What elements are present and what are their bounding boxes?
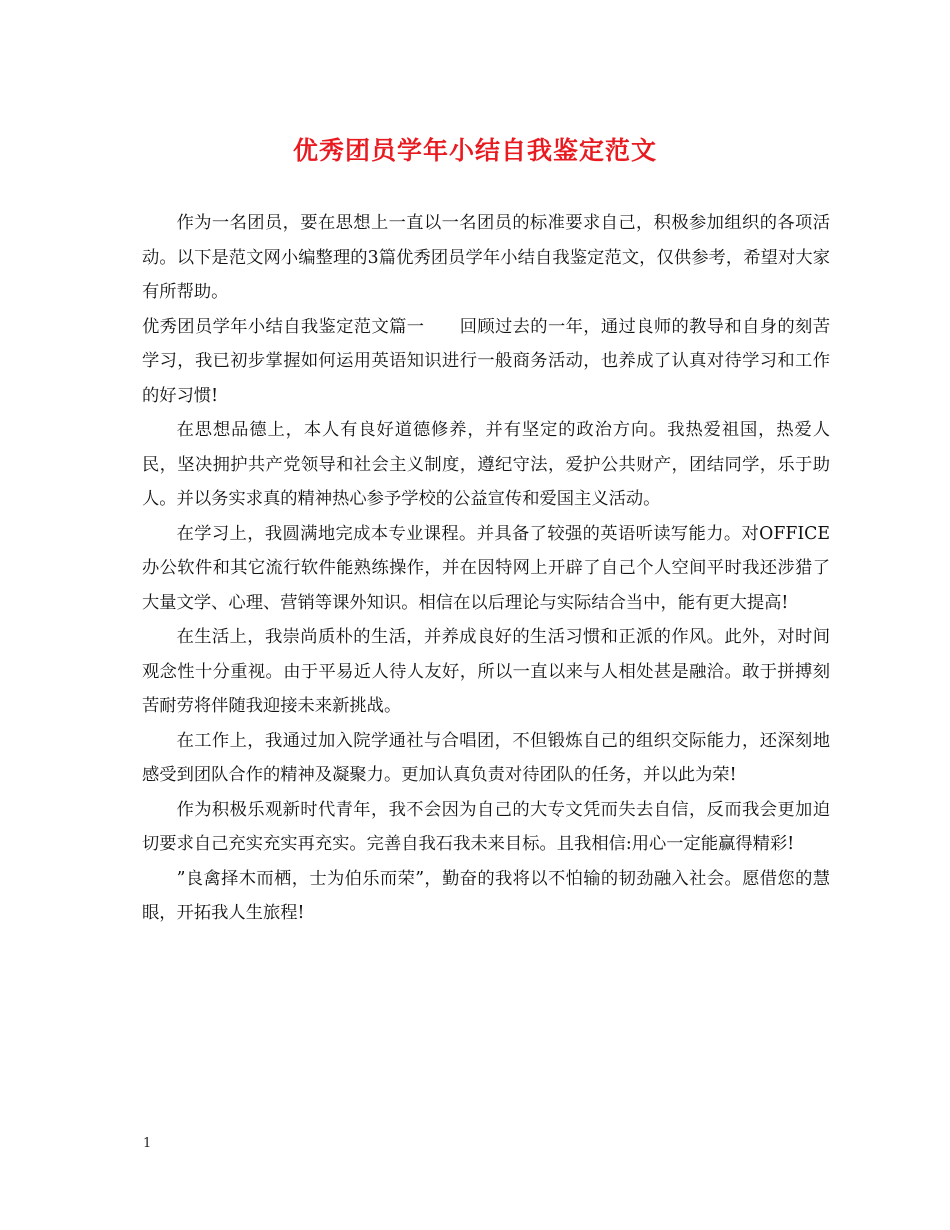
document-title: 优秀团员学年小结自我鉴定范文 (292, 136, 657, 165)
paragraph-study: 在学习上，我圆满地完成本专业课程。并具备了较强的英语听读写能力。对OFFICE办公软件和其它流行软件能熟练操作，并在因特网上开辟了自己个人空间平时我还涉猎了大量文学、心理、营销等课外知识。相信在以后理论与实际结合当中，能有更大提高! (142, 523, 830, 613)
paragraph-outlook: 作为积极乐观新时代青年，我不会因为自己的大专文凭而失去自信，反而我会更加迫切要求自己充实充实再充实。完善自我石我未来目标。且我相信:用心一定能赢得精彩! (142, 799, 830, 854)
paragraph-life: 在生活上，我崇尚质朴的生活，并养成良好的生活习惯和正派的作风。此外，对时间观念性十分重视。由于平易近人待人友好，所以一直以来与人相处甚是融洽。敢于拼搏刻苦耐劳将伴随我迎接未来新挑战。 (142, 627, 830, 716)
paragraph-morality: 在思想品德上，本人有良好道德修养，并有坚定的政治方向。我热爱祖国，热爱人民，坚决拥护共产党领导和社会主义制度，遵纪守法，爱护公共财产，团结同学，乐于助人。并以务实求真的精神热心参予学校的公益宣传和爱国主义活动。 (142, 420, 830, 509)
paragraph-intro: 作为一名团员，要在思想上一直以一名团员的标准要求自己，积极参加组织的各项活动。以下是范文网小编整理的3篇优秀团员学年小结自我鉴定范文，仅供参考，希望对大家有所帮助。 (142, 213, 830, 302)
paragraph-work: 在工作上，我通过加入院学通社与合唱团，不但锻炼自己的组织交际能力，还深刻地感受到团队合作的精神及凝聚力。更加认真负责对待团队的任务，并以此为荣! (142, 730, 830, 785)
paragraph-essay-one-opening: 优秀团员学年小结自我鉴定范文篇一 回顾过去的一年，通过良师的教导和自身的刻苦学习，我已初步掌握如何运用英语知识进行一般商务活动，也养成了认真对待学习和工作的好习惯! (142, 316, 830, 406)
page-number: 1 (143, 1136, 152, 1151)
paragraph-closing: ”良禽择木而栖，士为伯乐而荣”，勤奋的我将以不怕输的韧劲融入社会。愿借您的慧眼，开拓我人生旅程! (142, 868, 830, 923)
document-body (142, 206, 830, 931)
